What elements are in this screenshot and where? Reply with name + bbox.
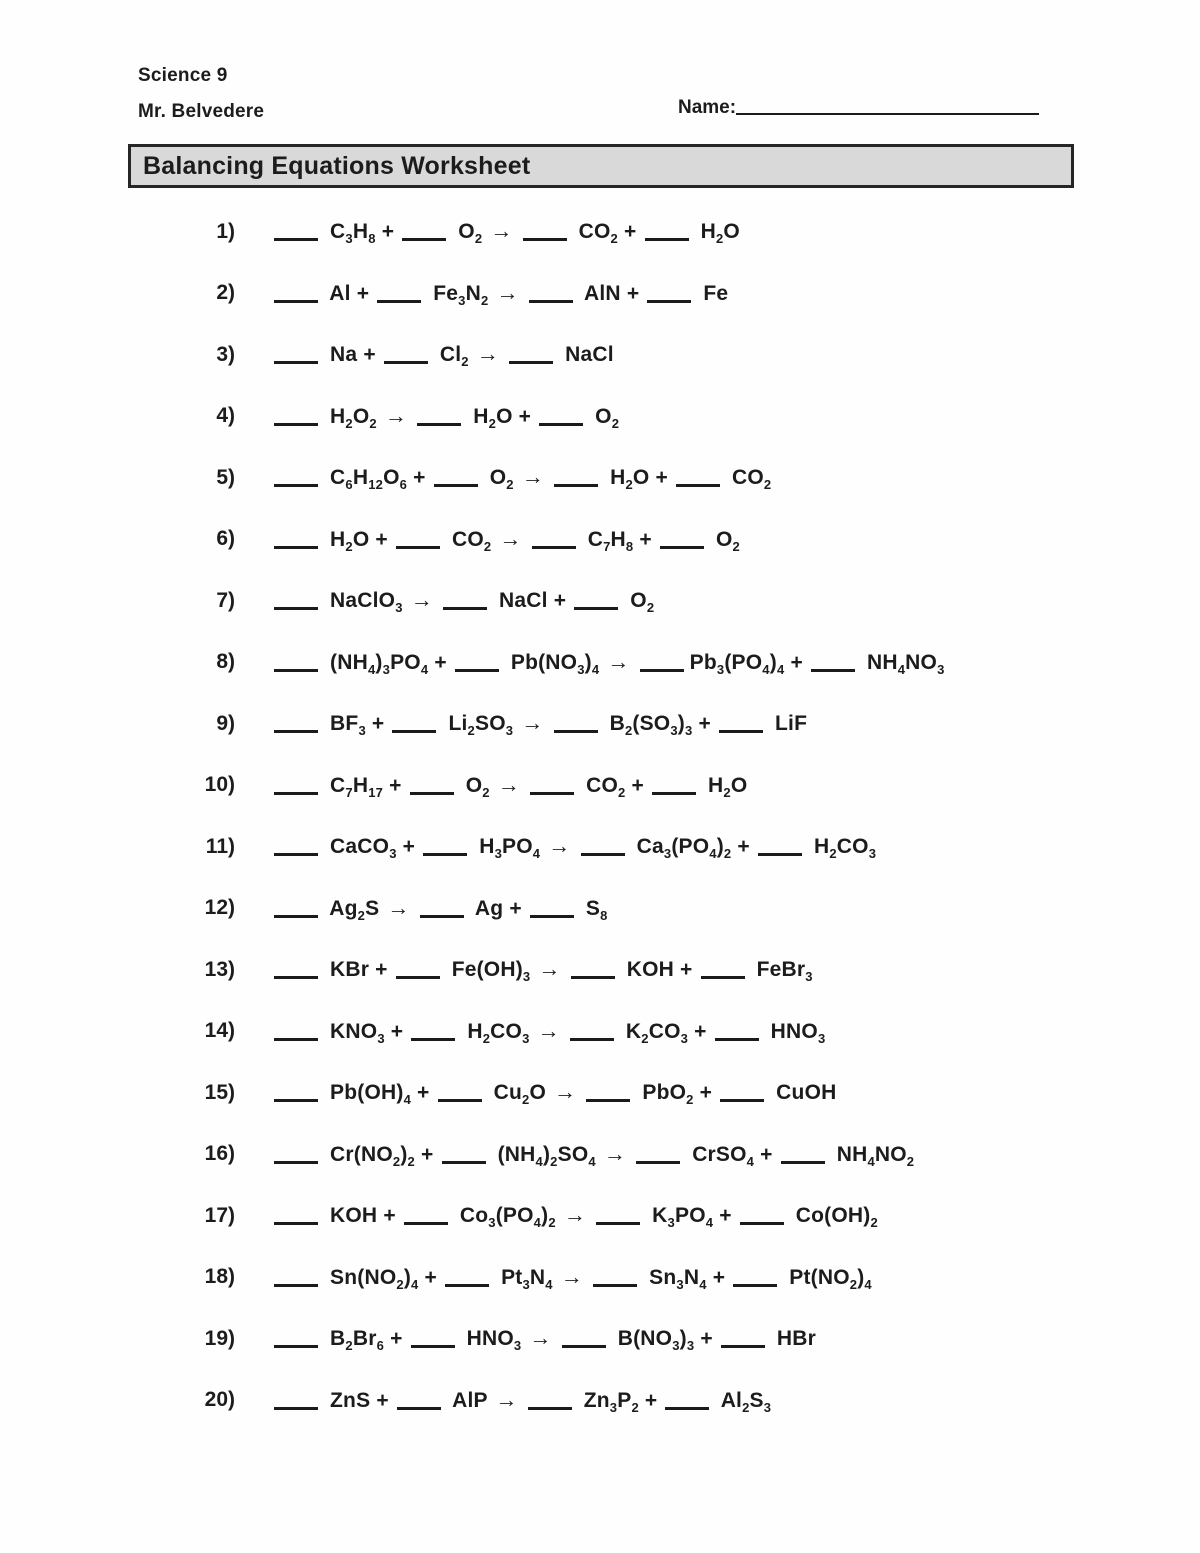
equation-expression: CaCO$_3$ + $H_3PO_4 \to Ca_3(PO_4)_2 + H_2CO_3$	[272, 832, 876, 861]
answer-blank[interactable]	[586, 1081, 630, 1102]
answer-blank[interactable]	[445, 1266, 489, 1287]
right-arrow-icon: →	[387, 894, 410, 920]
equation-row	[0, 1247, 1200, 1309]
answer-blank[interactable]	[530, 897, 574, 918]
answer-blank[interactable]	[397, 1389, 441, 1410]
equation-expression: KOH + $Co_3(PO_4)_2 \to K_3PO_4 + Co(OH)_2$	[272, 1201, 878, 1230]
right-arrow-icon: →	[537, 1017, 560, 1043]
answer-blank[interactable]	[676, 466, 720, 487]
answer-blank[interactable]	[571, 958, 615, 979]
right-arrow-icon: →	[563, 1202, 587, 1228]
equation-row	[0, 509, 1200, 571]
equation-row	[0, 1062, 1200, 1124]
equation-expression: $Cr(NO_2)_2 + (NH_4)_2SO_4$ → CrSO$_4$ + $NH_4NO_2$	[272, 1140, 914, 1169]
equation-number: 12)	[204, 896, 235, 920]
equation-expression: ZnS + AlP → $Zn_3P_2 + Al_2S_3$	[272, 1386, 771, 1415]
answer-blank[interactable]	[509, 343, 553, 364]
answer-blank[interactable]	[410, 774, 454, 795]
answer-blank[interactable]	[274, 651, 318, 672]
equation-expression: $(NH_4)_3PO_4 + Pb(NO_3)_4 \to Pb_3(PO_4)_4 + NH_4NO_3$	[272, 648, 945, 677]
answer-blank[interactable]	[647, 282, 691, 303]
answer-blank[interactable]	[554, 466, 598, 487]
answer-blank[interactable]	[377, 282, 421, 303]
answer-blank[interactable]	[274, 466, 318, 487]
equation-expression: $Pb(OH)_4 + Cu_2O \to PbO_2$ + CuOH	[272, 1078, 836, 1107]
equation-number: 7)	[216, 588, 235, 612]
equation-row	[0, 1001, 1200, 1063]
answer-blank[interactable]	[274, 1143, 318, 1164]
answer-blank[interactable]	[740, 1204, 784, 1225]
answer-blank[interactable]	[570, 1020, 614, 1041]
answer-blank[interactable]	[660, 528, 704, 549]
equation-number: 16)	[204, 1142, 235, 1166]
right-arrow-icon: →	[499, 525, 522, 551]
answer-blank[interactable]	[274, 774, 318, 795]
equation-number: 19)	[204, 1326, 235, 1350]
answer-blank[interactable]	[423, 835, 467, 856]
answer-blank[interactable]	[733, 1266, 777, 1287]
answer-blank[interactable]	[442, 1143, 486, 1164]
equation-number: 3)	[216, 342, 235, 366]
answer-blank[interactable]	[438, 1081, 482, 1102]
answer-blank[interactable]	[640, 651, 684, 672]
answer-blank[interactable]	[274, 528, 318, 549]
equation-row	[0, 632, 1200, 694]
equations-list	[0, 201, 1200, 1431]
answer-blank[interactable]	[523, 220, 567, 241]
course-label: Science 9	[138, 65, 228, 86]
answer-blank[interactable]	[420, 897, 464, 918]
answer-blank[interactable]	[455, 651, 499, 672]
answer-blank[interactable]	[539, 405, 583, 426]
answer-blank[interactable]	[274, 897, 318, 918]
equation-row	[0, 755, 1200, 817]
right-arrow-icon: →	[603, 1140, 627, 1166]
answer-blank[interactable]	[719, 712, 763, 733]
equation-row	[0, 263, 1200, 325]
answer-blank[interactable]	[443, 589, 487, 610]
equation-number: 15)	[204, 1080, 235, 1104]
equation-number: 6)	[216, 527, 235, 551]
right-arrow-icon: →	[554, 1079, 577, 1105]
answer-blank[interactable]	[417, 405, 461, 426]
answer-blank[interactable]	[665, 1389, 709, 1410]
answer-blank[interactable]	[715, 1020, 759, 1041]
answer-blank[interactable]	[554, 712, 598, 733]
right-arrow-icon: →	[497, 771, 520, 797]
answer-blank[interactable]	[274, 343, 318, 364]
equation-row	[0, 816, 1200, 878]
right-arrow-icon: →	[495, 1386, 518, 1412]
equation-row	[0, 878, 1200, 940]
name-label: Name:	[678, 97, 737, 119]
answer-blank[interactable]	[396, 528, 440, 549]
name-field	[678, 94, 1039, 119]
equation-number: 8)	[216, 650, 235, 674]
answer-blank[interactable]	[811, 651, 855, 672]
right-arrow-icon: →	[496, 279, 519, 305]
equation-number: 14)	[204, 1019, 235, 1043]
equation-number: 20)	[204, 1388, 235, 1412]
answer-blank[interactable]	[404, 1204, 448, 1225]
right-arrow-icon: →	[560, 1263, 584, 1289]
right-arrow-icon: →	[548, 833, 571, 859]
answer-blank[interactable]	[274, 1204, 318, 1225]
answer-blank[interactable]	[720, 1081, 764, 1102]
answer-blank[interactable]	[532, 528, 576, 549]
answer-blank[interactable]	[274, 712, 318, 733]
answer-blank[interactable]	[758, 835, 802, 856]
right-arrow-icon: →	[410, 587, 433, 613]
equation-number: 10)	[204, 773, 235, 797]
answer-blank[interactable]	[274, 1081, 318, 1102]
equation-expression: $BF_3 + Li_2SO_3 \to B_2(SO_3)_3$ + LiF	[272, 709, 807, 738]
equation-row	[0, 1124, 1200, 1186]
answer-blank[interactable]	[274, 835, 318, 856]
equation-expression: $H_2O + CO_2 \to C_7H_8 + O_2$	[272, 525, 740, 554]
equation-expression: $Ag_2S \to Ag + S_8$	[272, 894, 608, 923]
worksheet-title: Balancing Equations Worksheet	[128, 144, 1074, 188]
answer-blank[interactable]	[274, 220, 318, 241]
teacher-label: Mr. Belvedere	[138, 101, 265, 122]
answer-blank[interactable]	[652, 774, 696, 795]
answer-blank[interactable]	[402, 220, 446, 241]
answer-blank[interactable]	[593, 1266, 637, 1287]
answer-blank[interactable]	[636, 1143, 680, 1164]
answer-blank[interactable]	[274, 1020, 318, 1041]
answer-blank[interactable]	[434, 466, 478, 487]
equation-expression: $Al + Fe_3N_2$ → AlN + Fe	[272, 279, 728, 308]
answer-blank[interactable]	[274, 958, 318, 979]
equation-expression: $C_6H_{12}O_6 + O_2 \to H_2O + CO_2$	[272, 463, 771, 492]
answer-blank[interactable]	[274, 1389, 318, 1410]
equation-number: 2)	[216, 281, 235, 305]
answer-blank[interactable]	[701, 958, 745, 979]
answer-blank[interactable]	[530, 774, 574, 795]
equation-expression: $KNO_3 + H_2CO_3 \to K_2CO_3 + HNO_3$	[272, 1017, 825, 1046]
answer-blank[interactable]	[581, 835, 625, 856]
answer-blank[interactable]	[596, 1204, 640, 1225]
answer-blank[interactable]	[274, 589, 318, 610]
equation-row	[0, 1185, 1200, 1247]
answer-blank[interactable]	[392, 712, 436, 733]
equation-number: 13)	[204, 957, 235, 981]
right-arrow-icon: →	[384, 402, 408, 428]
equation-expression: $C_7H_{17} + O_2 \to CO_2 + H_2O$	[272, 771, 747, 800]
right-arrow-icon: →	[529, 1325, 552, 1351]
answer-blank[interactable]	[274, 282, 318, 303]
equation-number: 5)	[216, 465, 235, 489]
equation-number: 17)	[204, 1203, 235, 1227]
header-block	[138, 58, 264, 130]
equation-row	[0, 1308, 1200, 1370]
equation-expression: $H_2O_2 \to H_2O + O_2$	[272, 402, 619, 431]
answer-blank[interactable]	[528, 1389, 572, 1410]
equation-row	[0, 693, 1200, 755]
equation-number: 4)	[216, 404, 235, 428]
answer-blank[interactable]	[411, 1327, 455, 1348]
answer-blank[interactable]	[562, 1327, 606, 1348]
equation-row	[0, 447, 1200, 509]
equation-expression: $C_3H_8 + O_2 \to CO_2 + H_2O$	[272, 217, 740, 246]
answer-blank[interactable]	[274, 405, 318, 426]
equation-expression: NaClO$_3$ → NaCl + $O_2$	[272, 586, 654, 615]
equation-row	[0, 1370, 1200, 1432]
answer-blank[interactable]	[781, 1143, 825, 1164]
right-arrow-icon: →	[607, 648, 630, 674]
equation-row	[0, 201, 1200, 263]
equation-row	[0, 386, 1200, 448]
equation-number: 11)	[205, 834, 235, 858]
equation-expression: $Na + Cl_2$ → NaCl	[272, 340, 614, 369]
answer-blank[interactable]	[721, 1327, 765, 1348]
answer-blank[interactable]	[274, 1266, 318, 1287]
right-arrow-icon: →	[476, 341, 499, 367]
right-arrow-icon: →	[521, 710, 544, 736]
answer-blank[interactable]	[384, 343, 428, 364]
equation-expression: $B_2Br_6 + HNO_3 \to B(NO_3)_3$ + HBr	[272, 1324, 816, 1353]
right-arrow-icon: →	[490, 218, 513, 244]
equation-expression: $Sn(NO_2)_4 + Pt_3N_4 \to Sn_3N_4 + Pt(NO_2)_4$	[272, 1263, 872, 1292]
answer-blank[interactable]	[274, 1327, 318, 1348]
name-input-line[interactable]	[736, 96, 1039, 115]
answer-blank[interactable]	[645, 220, 689, 241]
equation-number: 9)	[216, 711, 235, 735]
equation-number: 18)	[204, 1265, 235, 1289]
equation-row	[0, 939, 1200, 1001]
answer-blank[interactable]	[396, 958, 440, 979]
equation-row	[0, 570, 1200, 632]
equation-expression: KBr + $Fe(OH)_3$ → KOH + FeBr$_3$	[272, 955, 813, 984]
answer-blank[interactable]	[529, 282, 573, 303]
right-arrow-icon: →	[538, 956, 561, 982]
equation-number: 1)	[216, 219, 235, 243]
right-arrow-icon: →	[521, 464, 544, 490]
answer-blank[interactable]	[574, 589, 618, 610]
answer-blank[interactable]	[411, 1020, 455, 1041]
equation-row	[0, 324, 1200, 386]
